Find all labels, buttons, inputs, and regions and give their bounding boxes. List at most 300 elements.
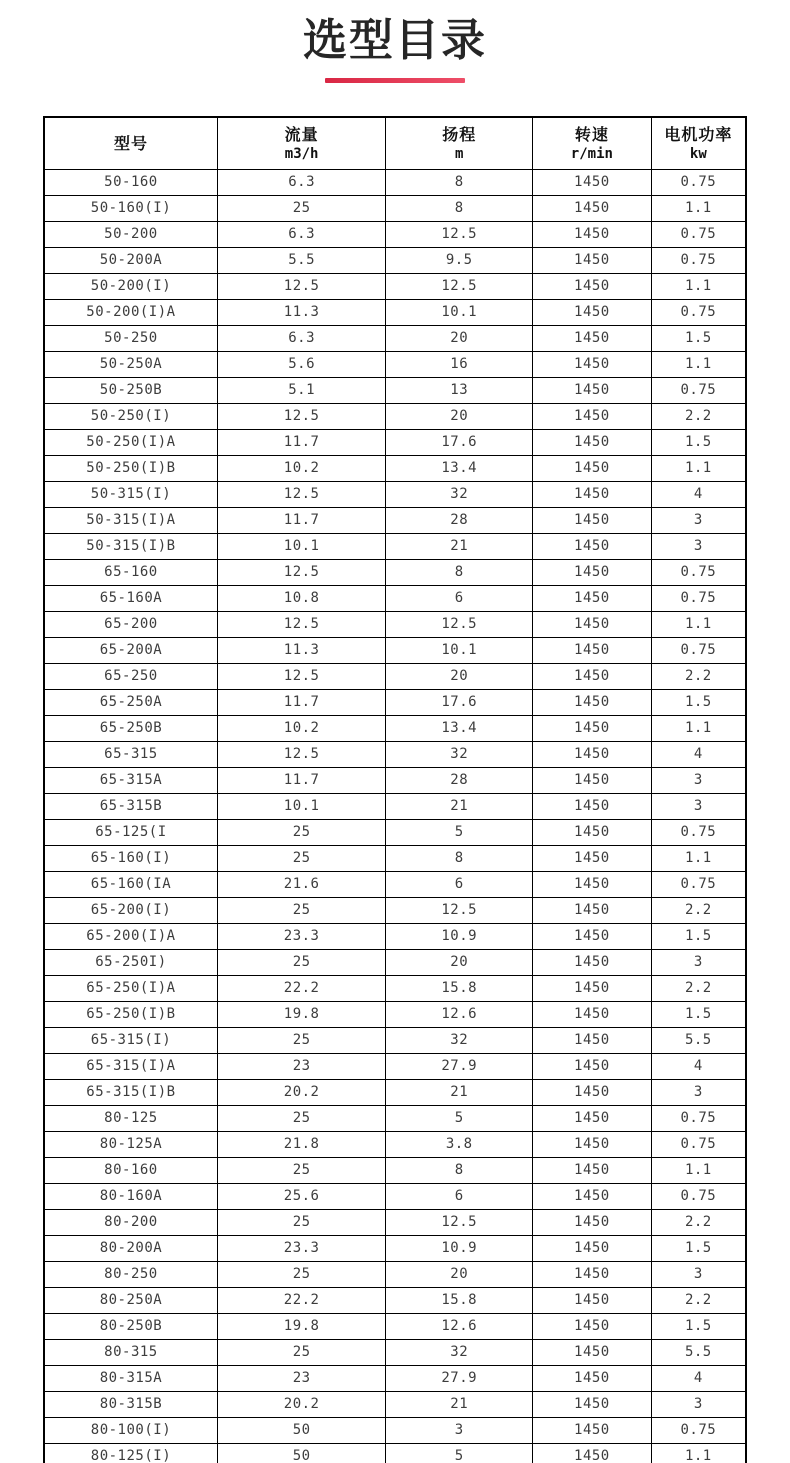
cell-power: 1.1	[651, 845, 746, 871]
table-row	[44, 1417, 746, 1443]
cell-flow: 5.1	[217, 377, 385, 403]
cell-head: 32	[386, 741, 533, 767]
cell-model: 80-315B	[44, 1391, 217, 1417]
cell-power: 0.75	[651, 247, 746, 273]
cell-model: 50-160	[44, 169, 217, 195]
cell-model: 65-200	[44, 611, 217, 637]
cell-speed: 1450	[533, 1053, 652, 1079]
table-row	[44, 689, 746, 715]
cell-speed: 1450	[533, 819, 652, 845]
table-row	[44, 1443, 746, 1463]
cell-model: 65-160(IA	[44, 871, 217, 897]
cell-speed: 1450	[533, 975, 652, 1001]
cell-model: 50-250(I)B	[44, 455, 217, 481]
header-head	[386, 117, 533, 169]
table-row	[44, 715, 746, 741]
table-row	[44, 1131, 746, 1157]
cell-model: 65-200A	[44, 637, 217, 663]
cell-flow: 25	[217, 819, 385, 845]
table-row	[44, 663, 746, 689]
table-row	[44, 299, 746, 325]
cell-flow: 25	[217, 1339, 385, 1365]
cell-model: 80-250B	[44, 1313, 217, 1339]
cell-speed: 1450	[533, 429, 652, 455]
cell-power: 0.75	[651, 299, 746, 325]
table-row	[44, 455, 746, 481]
cell-flow: 5.6	[217, 351, 385, 377]
table-row	[44, 1027, 746, 1053]
cell-head: 32	[386, 1339, 533, 1365]
table-row	[44, 169, 746, 195]
table-row	[44, 377, 746, 403]
cell-speed: 1450	[533, 871, 652, 897]
cell-flow: 11.7	[217, 507, 385, 533]
cell-head: 6	[386, 871, 533, 897]
table-row	[44, 1105, 746, 1131]
cell-power: 0.75	[651, 1417, 746, 1443]
cell-model: 65-250(I)B	[44, 1001, 217, 1027]
table-row	[44, 195, 746, 221]
cell-flow: 11.3	[217, 637, 385, 663]
cell-speed: 1450	[533, 169, 652, 195]
cell-flow: 10.1	[217, 793, 385, 819]
cell-model: 65-250I)	[44, 949, 217, 975]
table-row	[44, 637, 746, 663]
cell-flow: 11.3	[217, 299, 385, 325]
cell-power: 3	[651, 949, 746, 975]
cell-speed: 1450	[533, 923, 652, 949]
table-row	[44, 1079, 746, 1105]
cell-speed: 1450	[533, 1339, 652, 1365]
table-row	[44, 585, 746, 611]
cell-model: 80-200A	[44, 1235, 217, 1261]
cell-speed: 1450	[533, 949, 652, 975]
cell-power: 5.5	[651, 1027, 746, 1053]
cell-power: 0.75	[651, 221, 746, 247]
header-power-label: 电机功率	[664, 124, 733, 144]
cell-head: 8	[386, 845, 533, 871]
cell-head: 12.6	[386, 1313, 533, 1339]
cell-speed: 1450	[533, 793, 652, 819]
cell-speed: 1450	[533, 481, 652, 507]
cell-speed: 1450	[533, 715, 652, 741]
cell-model: 65-250B	[44, 715, 217, 741]
cell-power: 3	[651, 793, 746, 819]
cell-flow: 11.7	[217, 429, 385, 455]
table-row	[44, 1261, 746, 1287]
cell-flow: 50	[217, 1417, 385, 1443]
cell-speed: 1450	[533, 1001, 652, 1027]
table-row	[44, 611, 746, 637]
header-power	[651, 117, 746, 169]
cell-speed: 1450	[533, 1313, 652, 1339]
cell-head: 21	[386, 1079, 533, 1105]
table-row	[44, 871, 746, 897]
cell-model: 80-315A	[44, 1365, 217, 1391]
cell-speed: 1450	[533, 741, 652, 767]
cell-model: 80-250	[44, 1261, 217, 1287]
cell-head: 10.9	[386, 923, 533, 949]
table-row	[44, 1157, 746, 1183]
cell-head: 17.6	[386, 429, 533, 455]
cell-flow: 10.2	[217, 715, 385, 741]
cell-power: 1.5	[651, 429, 746, 455]
cell-head: 15.8	[386, 1287, 533, 1313]
table-row	[44, 481, 746, 507]
cell-speed: 1450	[533, 1417, 652, 1443]
title-underline-accent	[325, 78, 465, 83]
cell-flow: 10.2	[217, 455, 385, 481]
cell-power: 5.5	[651, 1339, 746, 1365]
cell-model: 80-125(I)	[44, 1443, 217, 1463]
cell-flow: 23	[217, 1365, 385, 1391]
cell-power: 4	[651, 1053, 746, 1079]
cell-power: 0.75	[651, 585, 746, 611]
cell-head: 12.5	[386, 273, 533, 299]
cell-model: 50-315(I)B	[44, 533, 217, 559]
cell-flow: 50	[217, 1443, 385, 1463]
cell-head: 3.8	[386, 1131, 533, 1157]
cell-head: 17.6	[386, 689, 533, 715]
cell-speed: 1450	[533, 1131, 652, 1157]
cell-speed: 1450	[533, 273, 652, 299]
cell-speed: 1450	[533, 455, 652, 481]
cell-flow: 19.8	[217, 1001, 385, 1027]
cell-speed: 1450	[533, 585, 652, 611]
cell-speed: 1450	[533, 1287, 652, 1313]
cell-flow: 22.2	[217, 975, 385, 1001]
header-model-label: 型号	[113, 133, 148, 153]
cell-head: 20	[386, 325, 533, 351]
cell-head: 5	[386, 1443, 533, 1463]
cell-model: 80-100(I)	[44, 1417, 217, 1443]
cell-head: 20	[386, 663, 533, 689]
table-row	[44, 1235, 746, 1261]
table-row	[44, 897, 746, 923]
cell-model: 65-315(I)	[44, 1027, 217, 1053]
table-row	[44, 1053, 746, 1079]
cell-model: 65-250	[44, 663, 217, 689]
header-flow-unit: m3/h	[284, 145, 319, 162]
cell-power: 0.75	[651, 1183, 746, 1209]
cell-head: 12.5	[386, 1209, 533, 1235]
cell-head: 3	[386, 1417, 533, 1443]
cell-head: 28	[386, 767, 533, 793]
cell-speed: 1450	[533, 1209, 652, 1235]
cell-flow: 23.3	[217, 923, 385, 949]
table-row	[44, 1365, 746, 1391]
cell-power: 3	[651, 767, 746, 793]
cell-model: 50-250	[44, 325, 217, 351]
cell-model: 50-160(I)	[44, 195, 217, 221]
cell-head: 8	[386, 195, 533, 221]
cell-power: 3	[651, 1261, 746, 1287]
cell-power: 1.1	[651, 611, 746, 637]
cell-power: 3	[651, 1079, 746, 1105]
cell-head: 28	[386, 507, 533, 533]
cell-model: 80-200	[44, 1209, 217, 1235]
header-power-unit: kw	[689, 145, 707, 162]
table-row	[44, 1339, 746, 1365]
cell-head: 13	[386, 377, 533, 403]
cell-head: 12.6	[386, 1001, 533, 1027]
table-row	[44, 221, 746, 247]
cell-head: 8	[386, 1157, 533, 1183]
cell-head: 21	[386, 533, 533, 559]
cell-model: 65-200(I)	[44, 897, 217, 923]
header-speed-label: 转速	[574, 124, 609, 144]
cell-flow: 23.3	[217, 1235, 385, 1261]
cell-model: 50-250(I)A	[44, 429, 217, 455]
cell-head: 10.1	[386, 637, 533, 663]
cell-model: 50-200(I)A	[44, 299, 217, 325]
cell-head: 15.8	[386, 975, 533, 1001]
table-row	[44, 975, 746, 1001]
table-row	[44, 819, 746, 845]
cell-flow: 25	[217, 1261, 385, 1287]
cell-power: 4	[651, 481, 746, 507]
cell-speed: 1450	[533, 689, 652, 715]
cell-head: 10.9	[386, 1235, 533, 1261]
cell-model: 65-160A	[44, 585, 217, 611]
table-row	[44, 845, 746, 871]
cell-power: 1.5	[651, 325, 746, 351]
cell-flow: 25	[217, 1209, 385, 1235]
cell-flow: 25	[217, 1157, 385, 1183]
cell-model: 80-125	[44, 1105, 217, 1131]
table-row	[44, 1001, 746, 1027]
cell-model: 65-160(I)	[44, 845, 217, 871]
cell-model: 50-315(I)A	[44, 507, 217, 533]
cell-power: 1.1	[651, 1157, 746, 1183]
cell-power: 0.75	[651, 871, 746, 897]
page-title: 选型目录	[303, 15, 487, 66]
cell-model: 65-315(I)A	[44, 1053, 217, 1079]
table-row	[44, 533, 746, 559]
cell-head: 16	[386, 351, 533, 377]
cell-model: 80-315	[44, 1339, 217, 1365]
cell-power: 1.5	[651, 689, 746, 715]
cell-head: 20	[386, 1261, 533, 1287]
cell-flow: 21.8	[217, 1131, 385, 1157]
cell-power: 1.1	[651, 455, 746, 481]
cell-flow: 12.5	[217, 611, 385, 637]
cell-speed: 1450	[533, 325, 652, 351]
table-row	[44, 507, 746, 533]
cell-flow: 6.3	[217, 325, 385, 351]
cell-power: 0.75	[651, 169, 746, 195]
cell-head: 13.4	[386, 455, 533, 481]
cell-flow: 12.5	[217, 559, 385, 585]
cell-power: 3	[651, 507, 746, 533]
cell-head: 12.5	[386, 221, 533, 247]
table-row	[44, 923, 746, 949]
cell-speed: 1450	[533, 1157, 652, 1183]
cell-speed: 1450	[533, 1183, 652, 1209]
cell-power: 1.1	[651, 715, 746, 741]
cell-model: 65-200(I)A	[44, 923, 217, 949]
title-block	[0, 0, 790, 83]
cell-model: 50-315(I)	[44, 481, 217, 507]
cell-head: 27.9	[386, 1365, 533, 1391]
table-row	[44, 1287, 746, 1313]
header-head-unit: m	[454, 145, 464, 162]
cell-flow: 20.2	[217, 1391, 385, 1417]
cell-model: 50-250B	[44, 377, 217, 403]
table-row	[44, 793, 746, 819]
cell-flow: 12.5	[217, 663, 385, 689]
cell-speed: 1450	[533, 611, 652, 637]
cell-model: 80-160	[44, 1157, 217, 1183]
cell-speed: 1450	[533, 403, 652, 429]
cell-speed: 1450	[533, 1235, 652, 1261]
cell-model: 65-250A	[44, 689, 217, 715]
cell-speed: 1450	[533, 1391, 652, 1417]
cell-speed: 1450	[533, 507, 652, 533]
cell-power: 3	[651, 1391, 746, 1417]
cell-model: 50-200	[44, 221, 217, 247]
cell-flow: 25	[217, 897, 385, 923]
table-row	[44, 429, 746, 455]
cell-model: 80-160A	[44, 1183, 217, 1209]
header-speed	[533, 117, 652, 169]
cell-speed: 1450	[533, 637, 652, 663]
cell-speed: 1450	[533, 533, 652, 559]
cell-power: 0.75	[651, 1131, 746, 1157]
table-header	[44, 117, 746, 169]
cell-model: 65-315A	[44, 767, 217, 793]
cell-head: 5	[386, 1105, 533, 1131]
cell-flow: 25	[217, 195, 385, 221]
cell-model: 50-250(I)	[44, 403, 217, 429]
cell-flow: 6.3	[217, 221, 385, 247]
cell-speed: 1450	[533, 559, 652, 585]
table-row	[44, 273, 746, 299]
table-body	[44, 169, 746, 1463]
cell-speed: 1450	[533, 1261, 652, 1287]
cell-speed: 1450	[533, 299, 652, 325]
table-row	[44, 1183, 746, 1209]
cell-flow: 11.7	[217, 689, 385, 715]
cell-flow: 25	[217, 1105, 385, 1131]
header-row	[44, 117, 746, 169]
cell-head: 6	[386, 585, 533, 611]
cell-power: 0.75	[651, 637, 746, 663]
cell-speed: 1450	[533, 1105, 652, 1131]
cell-speed: 1450	[533, 221, 652, 247]
header-flow	[217, 117, 385, 169]
header-flow-label: 流量	[284, 124, 319, 144]
cell-flow: 25.6	[217, 1183, 385, 1209]
cell-flow: 25	[217, 949, 385, 975]
cell-head: 21	[386, 1391, 533, 1417]
cell-speed: 1450	[533, 351, 652, 377]
cell-power: 2.2	[651, 1287, 746, 1313]
cell-speed: 1450	[533, 1027, 652, 1053]
cell-head: 8	[386, 559, 533, 585]
cell-head: 21	[386, 793, 533, 819]
cell-head: 6	[386, 1183, 533, 1209]
cell-model: 50-250A	[44, 351, 217, 377]
header-model	[44, 117, 217, 169]
cell-power: 2.2	[651, 975, 746, 1001]
pump-selection-table	[43, 116, 747, 1463]
table-row	[44, 741, 746, 767]
cell-power: 0.75	[651, 819, 746, 845]
cell-flow: 12.5	[217, 403, 385, 429]
cell-power: 2.2	[651, 663, 746, 689]
cell-power: 0.75	[651, 1105, 746, 1131]
table-row	[44, 1391, 746, 1417]
cell-model: 80-125A	[44, 1131, 217, 1157]
cell-head: 32	[386, 481, 533, 507]
cell-flow: 10.8	[217, 585, 385, 611]
table-row	[44, 325, 746, 351]
header-speed-unit: r/min	[570, 145, 613, 162]
cell-speed: 1450	[533, 1443, 652, 1463]
cell-power: 1.5	[651, 1235, 746, 1261]
cell-model: 65-315B	[44, 793, 217, 819]
cell-flow: 12.5	[217, 273, 385, 299]
cell-head: 20	[386, 949, 533, 975]
cell-speed: 1450	[533, 897, 652, 923]
cell-head: 27.9	[386, 1053, 533, 1079]
cell-power: 1.5	[651, 1313, 746, 1339]
cell-flow: 21.6	[217, 871, 385, 897]
cell-power: 1.1	[651, 273, 746, 299]
cell-power: 1.1	[651, 351, 746, 377]
cell-power: 1.5	[651, 923, 746, 949]
cell-head: 32	[386, 1027, 533, 1053]
cell-head: 8	[386, 169, 533, 195]
cell-flow: 12.5	[217, 481, 385, 507]
cell-speed: 1450	[533, 195, 652, 221]
cell-flow: 11.7	[217, 767, 385, 793]
cell-power: 4	[651, 741, 746, 767]
cell-flow: 6.3	[217, 169, 385, 195]
cell-head: 9.5	[386, 247, 533, 273]
cell-power: 4	[651, 1365, 746, 1391]
table-row	[44, 403, 746, 429]
cell-head: 13.4	[386, 715, 533, 741]
cell-power: 2.2	[651, 1209, 746, 1235]
cell-flow: 19.8	[217, 1313, 385, 1339]
cell-speed: 1450	[533, 247, 652, 273]
cell-model: 50-200A	[44, 247, 217, 273]
cell-model: 65-315	[44, 741, 217, 767]
cell-head: 20	[386, 403, 533, 429]
cell-speed: 1450	[533, 663, 652, 689]
table-row	[44, 559, 746, 585]
table-row	[44, 1209, 746, 1235]
cell-head: 12.5	[386, 611, 533, 637]
cell-speed: 1450	[533, 767, 652, 793]
cell-model: 65-250(I)A	[44, 975, 217, 1001]
cell-model: 50-200(I)	[44, 273, 217, 299]
cell-power: 1.1	[651, 1443, 746, 1463]
table-row	[44, 949, 746, 975]
cell-speed: 1450	[533, 1079, 652, 1105]
cell-flow: 25	[217, 845, 385, 871]
cell-model: 65-315(I)B	[44, 1079, 217, 1105]
cell-power: 2.2	[651, 403, 746, 429]
cell-model: 80-250A	[44, 1287, 217, 1313]
cell-flow: 12.5	[217, 741, 385, 767]
cell-speed: 1450	[533, 845, 652, 871]
cell-power: 0.75	[651, 377, 746, 403]
cell-head: 5	[386, 819, 533, 845]
cell-flow: 20.2	[217, 1079, 385, 1105]
